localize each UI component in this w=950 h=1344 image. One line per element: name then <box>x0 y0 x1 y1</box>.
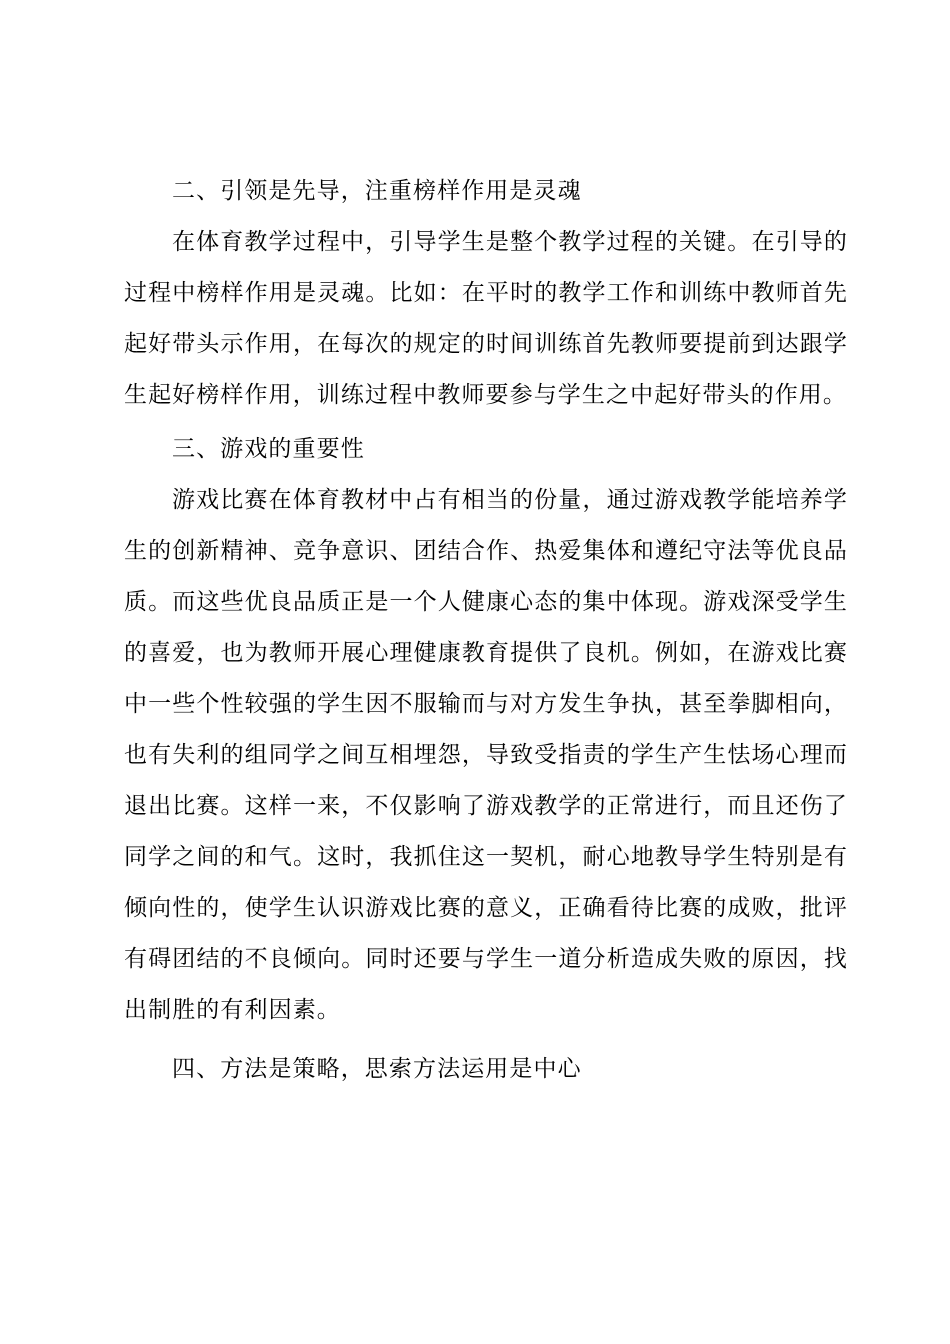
section-heading-leadership: 二、引领是先导，注重榜样作用是灵魂 <box>172 178 582 204</box>
paragraph-games: 游戏比赛在体育教材中占有相当的份量，通过游戏教学能培养学生的创新精神、竞争意识、团结合作、热爱集体和遵纪守法等优良品质。而这些优良品质正是一个人健康心态的集中体现。游戏深受学生的喜爱，也为教师开展心理健康教育提供了良机。例如，在游戏比赛中一些个性较强的学生因不服输而与对方发生争执，甚至拳脚相向，也有失利的组同学之间互相埋怨，导致受指责的学生产生怯场心理而退出比赛。这样一来，不仅影响了游戏教学的正常进行，而且还伤了同学之间的和气。这时，我抓住这一契机，耐心地教导学生特别是有倾向性的，使学生认识游戏比赛的意义，正确看待比赛的成败，批评有碍团结的不良倾向。同时还要与学生一道分析造成失败的原因，找出制胜的有利因素。 <box>124 487 848 1023</box>
section-heading-methods: 四、方法是策略，思索方法运用是中心 <box>172 1056 582 1082</box>
paragraph-role-model: 在体育教学过程中，引导学生是整个教学过程的关键。在引导的过程中榜样作用是灵魂。比如：在平时的教学工作和训练中教师首先起好带头示作用，在每次的规定的时间训练首先教师要提前到达跟学生起好榜样作用，训练过程中教师要参与学生之中起好带头的作用。 <box>124 229 848 408</box>
section-heading-games: 三、游戏的重要性 <box>172 436 365 462</box>
document-body <box>124 166 848 1095</box>
